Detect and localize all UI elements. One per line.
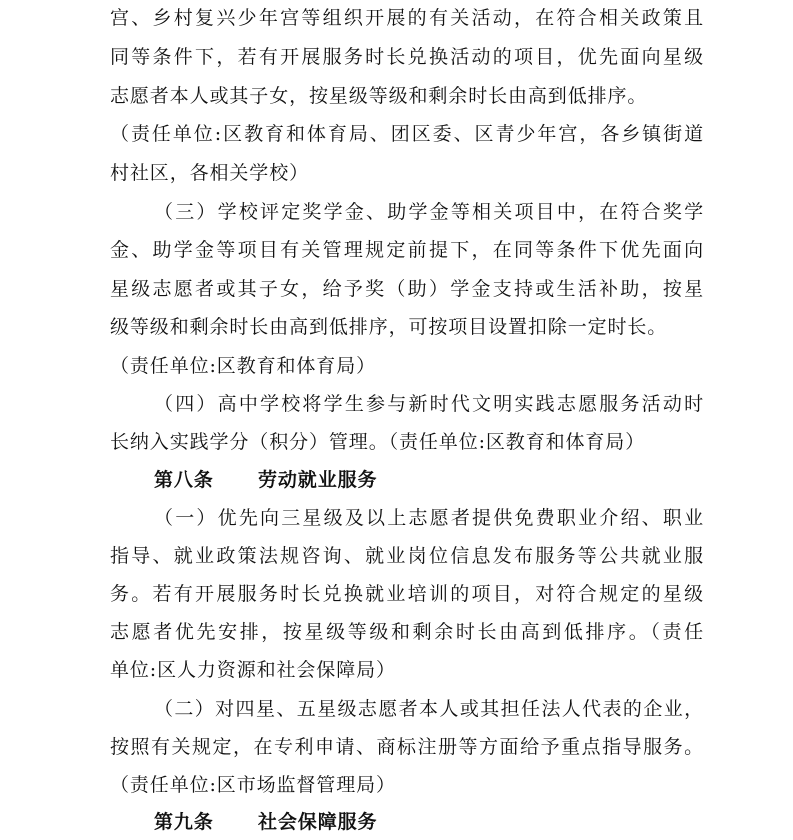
article-heading <box>154 466 377 494</box>
paragraph-line: 星级志愿者或其子女，给予奖（助）学金支持或生活补助，按星 <box>110 278 704 300</box>
paragraph-line: 级等级和剩余时长由高到低排序，可按项目设置扣除一定时长。 <box>110 316 668 338</box>
paragraph-line: 志愿者本人或其子女，按星级等级和剩余时长由高到低排序。 <box>110 85 648 107</box>
paragraph-line: 务。若有开展服务时长兑换就业培训的项目，对符合规定的星级 <box>110 583 704 605</box>
paragraph-line: 村社区，各相关学校） <box>110 162 310 184</box>
paragraph-line: （一）优先向三星级及以上志愿者提供免费职业介绍、职业 <box>154 507 704 529</box>
paragraph-line: 金、助学金等项目有关管理规定前提下，在同等条件下优先面向 <box>110 239 704 261</box>
paragraph-line: （责任单位:区教育和体育局） <box>110 355 377 377</box>
paragraph-line: （四）高中学校将学生参与新时代文明实践志愿服务活动时 <box>154 393 704 415</box>
paragraph-line: 同等条件下，若有开展服务时长兑换活动的项目，优先面向星级 <box>110 46 704 68</box>
paragraph-line: （三）学校评定奖学金、助学金等相关项目中，在符合奖学 <box>154 201 704 223</box>
article-title: 社会保障服务 <box>258 811 378 833</box>
article-title: 劳动就业服务 <box>258 469 378 491</box>
paragraph-line: 单位:区人力资源和社会保障局） <box>110 659 396 681</box>
paragraph-line: 志愿者优先安排，按星级等级和剩余时长由高到低排序。（责任 <box>110 621 704 643</box>
paragraph-line: 宫、乡村复兴少年宫等组织开展的有关活动，在符合相关政策且 <box>110 7 704 29</box>
paragraph-line: （责任单位:区教育和体育局、团区委、区青少年宫，各乡镇街道 <box>110 123 704 145</box>
article-number: 第八条 <box>154 469 214 491</box>
paragraph-line: （责任单位:区市场监督管理局） <box>110 774 396 796</box>
paragraph-line: 指导、就业政策法规咨询、就业岗位信息发布服务等公共就业服 <box>110 545 704 567</box>
paragraph-line: 长纳入实践学分（积分）管理。（责任单位:区教育和体育局） <box>110 431 646 453</box>
article-number: 第九条 <box>154 811 214 833</box>
paragraph-line: （二）对四星、五星级志愿者本人或其担任法人代表的企业， <box>154 698 704 720</box>
article-heading <box>154 808 377 836</box>
paragraph-line: 按照有关规定，在专利申请、商标注册等方面给予重点指导服务。 <box>110 736 704 758</box>
